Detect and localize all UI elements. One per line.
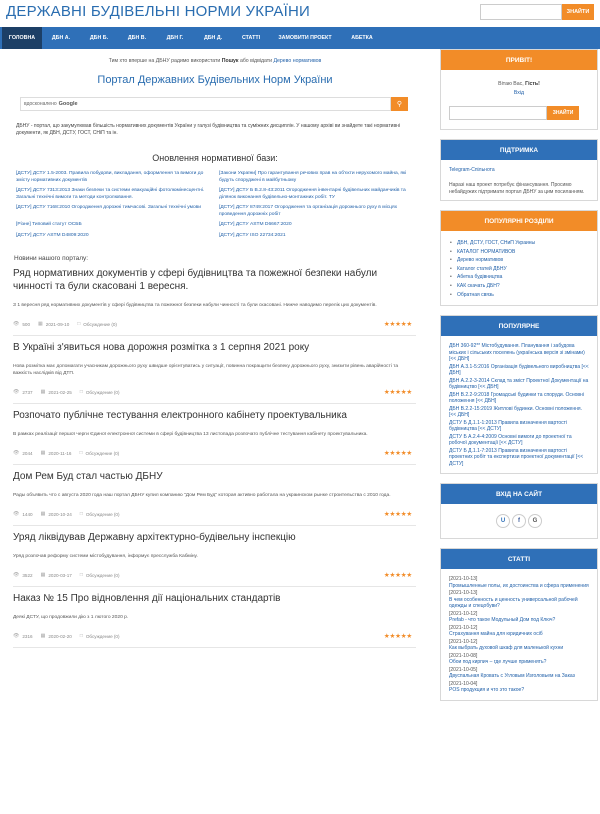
- articles-title: СТАТТІ: [441, 549, 597, 569]
- first-visit-notice: [10, 58, 420, 64]
- support-widget: [440, 139, 598, 201]
- news-article: [13, 409, 416, 465]
- google-search-button[interactable]: [391, 97, 408, 111]
- views-icon: 👁: [13, 572, 20, 578]
- views-count: 3522: [22, 572, 33, 578]
- calendar-icon: ▦: [40, 572, 46, 578]
- main-content: [0, 49, 430, 814]
- comments-link[interactable]: [80, 572, 120, 578]
- welcome-widget: [440, 49, 598, 130]
- article-meta: [13, 448, 416, 458]
- rating-stars[interactable]: ★★★★★: [383, 511, 412, 518]
- article-summary: Деякі ДСТУ, що продовжили дію з 1 лютого 2020 р.: [13, 615, 129, 620]
- popular-widget: [440, 315, 598, 474]
- article-title[interactable]: Уряд ліквідував Державну архітектурно-будівельну інспекцію: [13, 532, 296, 543]
- google-search-input[interactable]: [20, 97, 391, 111]
- news-article: [13, 470, 416, 526]
- sidebar: [440, 49, 598, 814]
- views-count: 1440: [22, 511, 33, 517]
- divider: [13, 403, 416, 404]
- comment-icon: □: [79, 450, 83, 456]
- popular-item[interactable]: ДБН А.2.2-3-2014 Склад та зміст Проектної Документації на будівництво [<< ДБН]: [449, 377, 589, 391]
- article-summary: Нова розмітка має допомагати учасникам дорожнього руху швидше орієнтуватись у ситуації, повинна покращити безпеку дорожнього руху, знизити рівень аварійності та важкість наслідків від ДТП.: [13, 364, 399, 376]
- article-title[interactable]: Наказ № 15 Про відновлення дії національних стандартів: [13, 593, 281, 604]
- comments-link[interactable]: [80, 511, 120, 517]
- popular-section-item[interactable]: • ДБН, ДСТУ, ГОСТ, СНиП Украины: [449, 239, 589, 248]
- article-item[interactable]: [2021-10-13] В чем особенность и ценность универсальной рабочей одежды и спецобуви?: [449, 590, 578, 610]
- articles-widget: [440, 548, 598, 701]
- rating-stars[interactable]: ★★★★★: [383, 450, 412, 457]
- article-summary: З 1 вересня ряд нормативних документів у сфері будівництва та пожежної безпеки набули чинності та були скасовані. Нижче наводимо перелік цих документів.: [13, 303, 377, 308]
- greeting: [449, 81, 589, 87]
- comment-icon: □: [77, 321, 81, 327]
- popular-item[interactable]: ДСТУ Б А.2.4-4:2009 Основні вимоги до проектної та робочої документації [<< ДСТУ]: [449, 433, 572, 447]
- comments-label: Обсуждение (0): [85, 511, 120, 517]
- welcome-title: ПРИВІТ!: [441, 50, 597, 70]
- divider: [13, 525, 416, 526]
- sidebar-search: [449, 106, 589, 120]
- popular-title: ПОПУЛЯРНЕ: [441, 316, 597, 336]
- views-count: 2316: [22, 633, 33, 639]
- comments-label: Обсуждение (0): [85, 450, 120, 456]
- news-article: [13, 341, 416, 404]
- search-icon: ⚲: [396, 101, 403, 108]
- support-title: ПІДТРИМКА: [441, 140, 597, 160]
- nav-item-dbn-g[interactable]: ДБН Г.: [166, 35, 184, 41]
- popular-item[interactable]: ДСТУ Б Д.1.1-7:2013 Правила визначення вартості проектних робіт та експертизи проектної документації [<< ДСТУ]: [449, 447, 584, 467]
- nav-item-home[interactable]: ГОЛОВНА: [2, 27, 42, 49]
- top-search-button[interactable]: ЗНАЙТИ: [562, 4, 594, 20]
- popular-item[interactable]: ДБН А.3.1-5:2016 Організація будівельного виробництва [<< ДБН]: [449, 363, 589, 377]
- article-item[interactable]: [2021-10-12] Prefab - что такое Модульный Дом под Ключ?: [449, 610, 556, 624]
- article-date: 2021-02-25: [48, 389, 72, 395]
- comments-label: Обсуждение (0): [83, 321, 117, 327]
- comment-icon: □: [79, 572, 83, 578]
- top-bar: [0, 0, 600, 27]
- article-title[interactable]: Ряд нормативних документів у сфері будівництва та пожежної безпеки набули чинності та були скасовані 1 вересня.: [13, 268, 378, 292]
- rating-stars[interactable]: ★★★★★: [383, 633, 412, 640]
- popular-sections-widget: [440, 210, 598, 306]
- google-search: [20, 97, 420, 111]
- rating-stars[interactable]: ★★★★★: [383, 572, 412, 579]
- update-link[interactable]: [ДСТУ] ДСТУ 7168:2010 Огородження дорожні тимчасові. Загальні технічні умови: [16, 205, 201, 210]
- update-link[interactable]: [Різне] Типовий статут ОСББ: [16, 222, 82, 227]
- main-navigation: [0, 27, 600, 49]
- notice-search-link[interactable]: Пошук: [221, 58, 239, 64]
- popular-section-item[interactable]: • Абетка будівництва: [449, 273, 589, 282]
- article-date: 2021-09-10: [45, 321, 70, 327]
- article-item[interactable]: [2021-10-05] Двуспальная Кровать с Угловым Изголовьем на Заказ: [449, 666, 575, 680]
- news-article: [13, 267, 416, 336]
- article-date: 2020-10-24: [48, 511, 72, 517]
- article-title[interactable]: Дом Рем Буд стал частью ДБНУ: [13, 471, 163, 482]
- news-list: [10, 267, 420, 648]
- nav-item-alphabet[interactable]: АБЕТКА: [351, 35, 373, 41]
- facebook-login-icon[interactable]: f: [512, 514, 526, 528]
- popular-sections-title: ПОПУЛЯРНІ РОЗДІЛИ: [441, 211, 597, 231]
- google-search-placeholder: вдосконалено: [24, 101, 57, 107]
- views-count: 2737: [22, 389, 33, 395]
- nav-item-articles[interactable]: СТАТТІ: [241, 35, 261, 41]
- article-meta: [13, 570, 416, 580]
- article-title[interactable]: Розпочато публічне тестування електронного кабінету проектувальника: [13, 410, 347, 421]
- calendar-icon: ▦: [40, 511, 46, 517]
- popular-section-item[interactable]: • Дерево нормативов: [449, 256, 589, 265]
- login-widget: [440, 483, 598, 539]
- sidebar-search-button[interactable]: ЗНАЙТИ: [547, 106, 579, 120]
- nav-item-dbn-d[interactable]: ДБН Д.: [203, 35, 223, 41]
- rating-stars[interactable]: ★★★★★: [383, 389, 412, 396]
- article-item[interactable]: [2021-10-13] Промышленные полы, их достоинства и сфера применения: [449, 576, 589, 589]
- views-icon: 👁: [13, 389, 20, 395]
- popular-item[interactable]: ДБН В.2.2-9:2018 Громадські будинки та споруди. Основні положення [<< ДБН]: [449, 391, 584, 405]
- news-article: [13, 531, 416, 587]
- login-title: ВХІД НА САЙТ: [441, 484, 597, 504]
- social-login: [441, 504, 597, 538]
- nav-item-dbn-a[interactable]: ДБН А.: [51, 35, 71, 41]
- update-link[interactable]: [ДСТУ] ДСТУ ASTM D4809:2020: [16, 232, 89, 238]
- comments-label: Обсуждение (0): [85, 633, 120, 639]
- news-article: [13, 592, 416, 648]
- article-meta: [13, 319, 416, 329]
- telegram-link[interactable]: Telegram-Спільнота: [449, 167, 495, 173]
- views-icon: 👁: [13, 511, 20, 517]
- calendar-icon: ▦: [40, 450, 46, 456]
- notice-text: Тим хто вперше на ДБНУ радимо використати: [108, 58, 221, 64]
- update-link[interactable]: [ДСТУ] ДСТУ 7313:2013 Знаки безпеки та системи евакуаційні фотолюмінесцентні. Загальні технічні вимоги та методи контролювання.: [16, 188, 205, 200]
- divider: [13, 586, 416, 587]
- notice-text-mid: або відвідати: [239, 58, 273, 64]
- views-icon: 👁: [13, 321, 20, 327]
- views-icon: 👁: [13, 450, 20, 456]
- calendar-icon: ▦: [38, 321, 43, 327]
- article-summary: Уряд розпочав реформу системи містобудування, інформує пресслужба Кабміну.: [13, 554, 198, 559]
- views-count: 500: [22, 321, 31, 327]
- article-meta: [13, 509, 416, 519]
- update-link[interactable]: [ДСТУ] ДСТУ 1.5-2003. Правила побудови, викладання, оформлення та вимоги до змісту нормативних документів: [16, 171, 204, 183]
- calendar-icon: ▦: [40, 389, 46, 395]
- updates-title: Оновлення нормативної бази:: [152, 153, 278, 163]
- article-date: 2020-02-20: [48, 633, 72, 639]
- sidebar-search-input[interactable]: [449, 106, 547, 120]
- nav-item-order-project[interactable]: ЗАМОВИТИ ПРОЕКТ: [278, 35, 332, 41]
- article-meta: [13, 387, 416, 397]
- updates-list: [16, 171, 414, 239]
- greeting-name: Гість!: [525, 81, 540, 87]
- rating-stars[interactable]: ★★★★★: [383, 321, 412, 328]
- login-link[interactable]: Вхід: [513, 90, 525, 96]
- google-logo: Google: [58, 101, 78, 107]
- article-item[interactable]: [2021-10-12] Страхування майна для юридичних осіб: [449, 624, 543, 638]
- popular-item[interactable]: ДБН В.2.2-15:2019 Житлові будинки. Основні положення. [<< ДБН]: [449, 405, 582, 419]
- update-link[interactable]: [ДСТУ] ДСТУ ASTM D6667:2020: [219, 222, 292, 227]
- google-login-icon[interactable]: G: [528, 514, 542, 528]
- comments-link[interactable]: [80, 450, 120, 456]
- views-count: 2044: [22, 450, 33, 456]
- news-heading: Новини нашого порталу:: [14, 255, 89, 262]
- comments-link[interactable]: [80, 389, 120, 395]
- article-summary: Рады объявить что с августа 2020 года наш портал ДБНУ купил компанию "Дом Рем Буд" которая активно работала на украинском рынке строительства с 2010 года.: [13, 493, 391, 498]
- article-item[interactable]: [2021-10-04] POS продукция и что это такое?: [449, 680, 525, 694]
- article-meta: [13, 631, 416, 641]
- greeting-prefix: Вітаю Вас,: [498, 81, 524, 87]
- update-link[interactable]: [ДСТУ] ДСТУ ISO 22734:2021: [219, 232, 286, 238]
- top-search-form: [480, 4, 594, 20]
- article-date: 2020-03-17: [48, 572, 72, 578]
- article-title[interactable]: В Україні з'явиться нова дорожня розмітка з 1 серпня 2021 року: [13, 342, 310, 353]
- divider: [13, 335, 416, 336]
- popular-item[interactable]: ДБН 360-92** Містобудування. Планування і забудова міських і сільських поселень (українська версія зі змінами) [<< ДБН]: [449, 343, 585, 363]
- update-link[interactable]: [ДСТУ] ДСТУ 8749:2017 Огородження та організація дорожнього руху в місцях проведення дорожніх робіт: [219, 205, 398, 217]
- update-link[interactable]: [Закони України] Про гарантування речових прав на об'єкти нерухомого майна, які будуть споруджені в майбутньому: [219, 171, 407, 183]
- popular-section-item[interactable]: • КАТАЛОГ НОРМАТИВОВ: [449, 248, 589, 257]
- divider: [13, 464, 416, 465]
- nav-item-dbn-v[interactable]: ДБН В.: [127, 35, 147, 41]
- views-icon: 👁: [13, 633, 20, 639]
- article-summary: В рамках реалізації першої черги Єдиної електронної системи в сфері будівництва 13 листопада розпочато публічне тестування кабінету проектувальника.: [13, 432, 368, 437]
- popular-item[interactable]: ДСТУ Б Д.1.1-1:2013 Правила визначення вартості будівництва [<< ДСТУ]: [449, 419, 568, 433]
- comments-link[interactable]: [77, 321, 117, 327]
- comments-link[interactable]: [80, 633, 120, 639]
- article-date: 2020-11-16: [48, 450, 72, 456]
- divider: [13, 647, 416, 648]
- top-search-input[interactable]: [480, 4, 562, 20]
- comment-icon: □: [79, 389, 83, 395]
- notice-tree-link[interactable]: Дерево нормативов: [273, 58, 322, 64]
- comments-label: Обсуждение (0): [85, 572, 120, 578]
- nav-item-dbn-b[interactable]: ДБН Б.: [89, 35, 109, 41]
- comment-icon: □: [79, 633, 83, 639]
- update-link[interactable]: [ДСТУ] ДСТУ Б В.2.8-43:2011 Огородження інвентарні будівельних майданчиків та ділянок виконання будівельно-монтажних робіт. ТУ: [219, 188, 406, 200]
- article-item[interactable]: [2021-10-12] Как выбрать духовой шкаф для маленькой кухни: [449, 638, 564, 652]
- popular-section-item[interactable]: • Каталог статей ДБНУ: [449, 265, 589, 274]
- article-item[interactable]: [2021-10-08] Обои под кирпич – где лучше применять?: [449, 652, 547, 666]
- support-text: Наразі наш проект потребує фінансування. Просимо небайдужих підтримати портал ДБНУ за цим посиланням.: [449, 182, 585, 195]
- comments-label: Обсуждение (0): [85, 389, 120, 395]
- popular-section-item[interactable]: • КАК скачать ДБН?: [449, 282, 589, 291]
- calendar-icon: ▦: [40, 633, 46, 639]
- site-title[interactable]: ДЕРЖАВНІ БУДІВЕЛЬНІ НОРМИ УКРАЇНИ: [6, 3, 311, 20]
- page-title: Портал Державних Будівельних Норм України: [97, 74, 333, 86]
- popular-section-item[interactable]: • Обратная связь: [449, 291, 589, 300]
- intro-text: ДБНУ - портал, що закумулював більшість нормативних документів України у галузі будівництва та суміжних дисциплін. У нашому архіві ви знайдете такі нормативні документи, як ДБН, ДСТУ, ГОСТ, СНіП та ін.: [16, 123, 400, 136]
- comment-icon: □: [79, 511, 83, 517]
- ucoz-login-icon[interactable]: U: [496, 514, 510, 528]
